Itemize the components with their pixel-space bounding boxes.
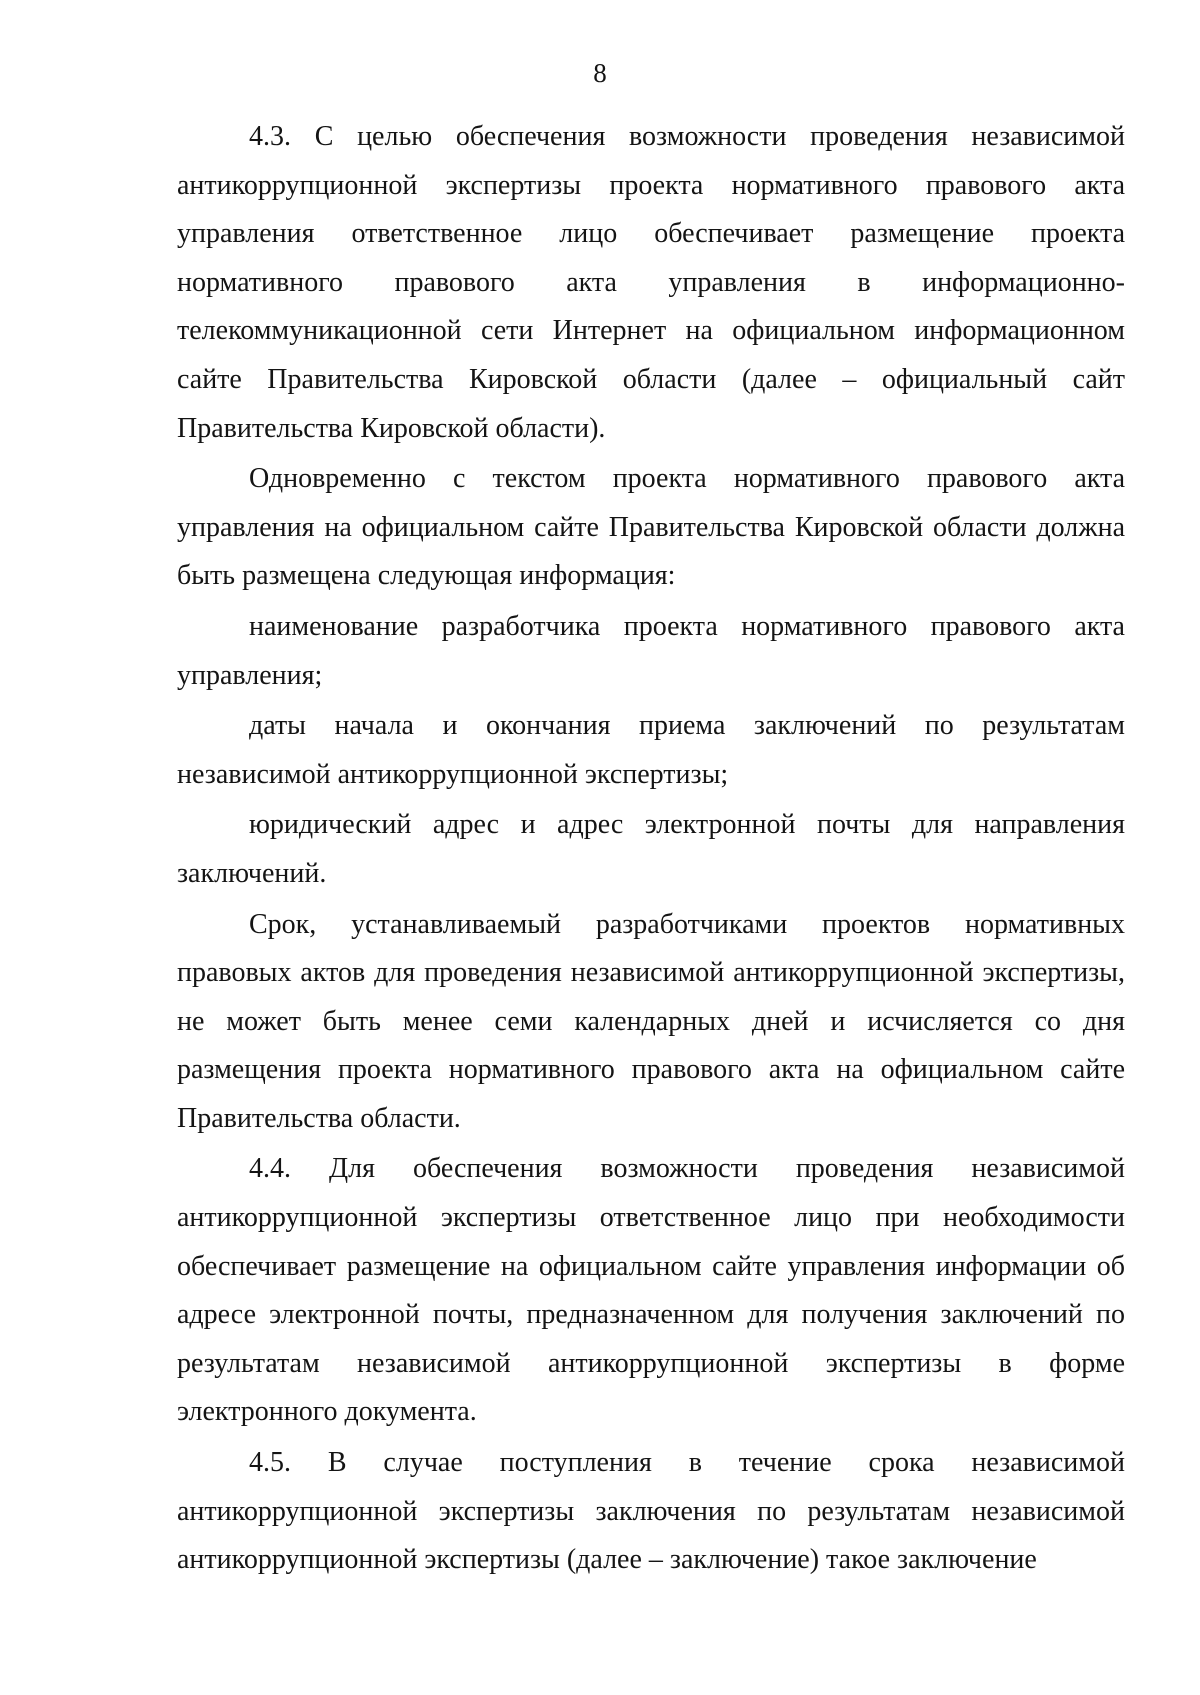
paragraph-deadline: Срок, устанавливаемый разработчиками проектов нормативных правовых актов для проведения независимой антикоррупционной экспертизы, не может быть менее семи календарных дней и исчисляется со дня размещения проекта нормативного правового акта на официальном сайте Правительства области.	[177, 908, 1125, 1134]
page-number: 8	[593, 58, 607, 88]
paragraph-4-5: 4.5. В случае поступления в течение срока независимой антикоррупционной экспертизы заключения по результатам независимой антикоррупционной экспертизы (далее – заключение) такое заключение	[177, 1447, 1125, 1576]
list-item-acceptance-dates: даты начала и окончания приема заключений по результатам независимой антикоррупционной экспертизы;	[177, 710, 1125, 790]
list-item-developer-name: наименование разработчика проекта нормативного правового акта управления;	[177, 610, 1125, 691]
paragraph-4-3: 4.3. С целью обеспечения возможности проведения независимой антикоррупционной экспертизы проекта нормативного правового акта управления ответственное лицо обеспечивает размещение проекта нормативного правового акта управления в информационно-телекоммуникационной сети Интернет на официальном информационном сайте Правительства Кировской области (далее – официальный сайт Правительства Кировской области).	[177, 121, 1125, 444]
document-body	[177, 113, 1125, 1585]
paragraph-published-info-intro: Одновременно с текстом проекта нормативного правового акта управления на официальном сайте Правительства Кировской области должна быть размещена следующая информация:	[177, 463, 1125, 592]
paragraph-4-4: 4.4. Для обеспечения возможности проведения независимой антикоррупционной экспертизы ответственное лицо при необходимости обеспечивает размещение на официальном сайте управления информации об адресе электронной почты, предназначенном для получения заключений по результатам независимой антикоррупционной экспертизы в форме электронного документа.	[177, 1153, 1125, 1428]
list-item-addresses: юридический адрес и адрес электронной почты для направления заключений.	[177, 809, 1125, 889]
